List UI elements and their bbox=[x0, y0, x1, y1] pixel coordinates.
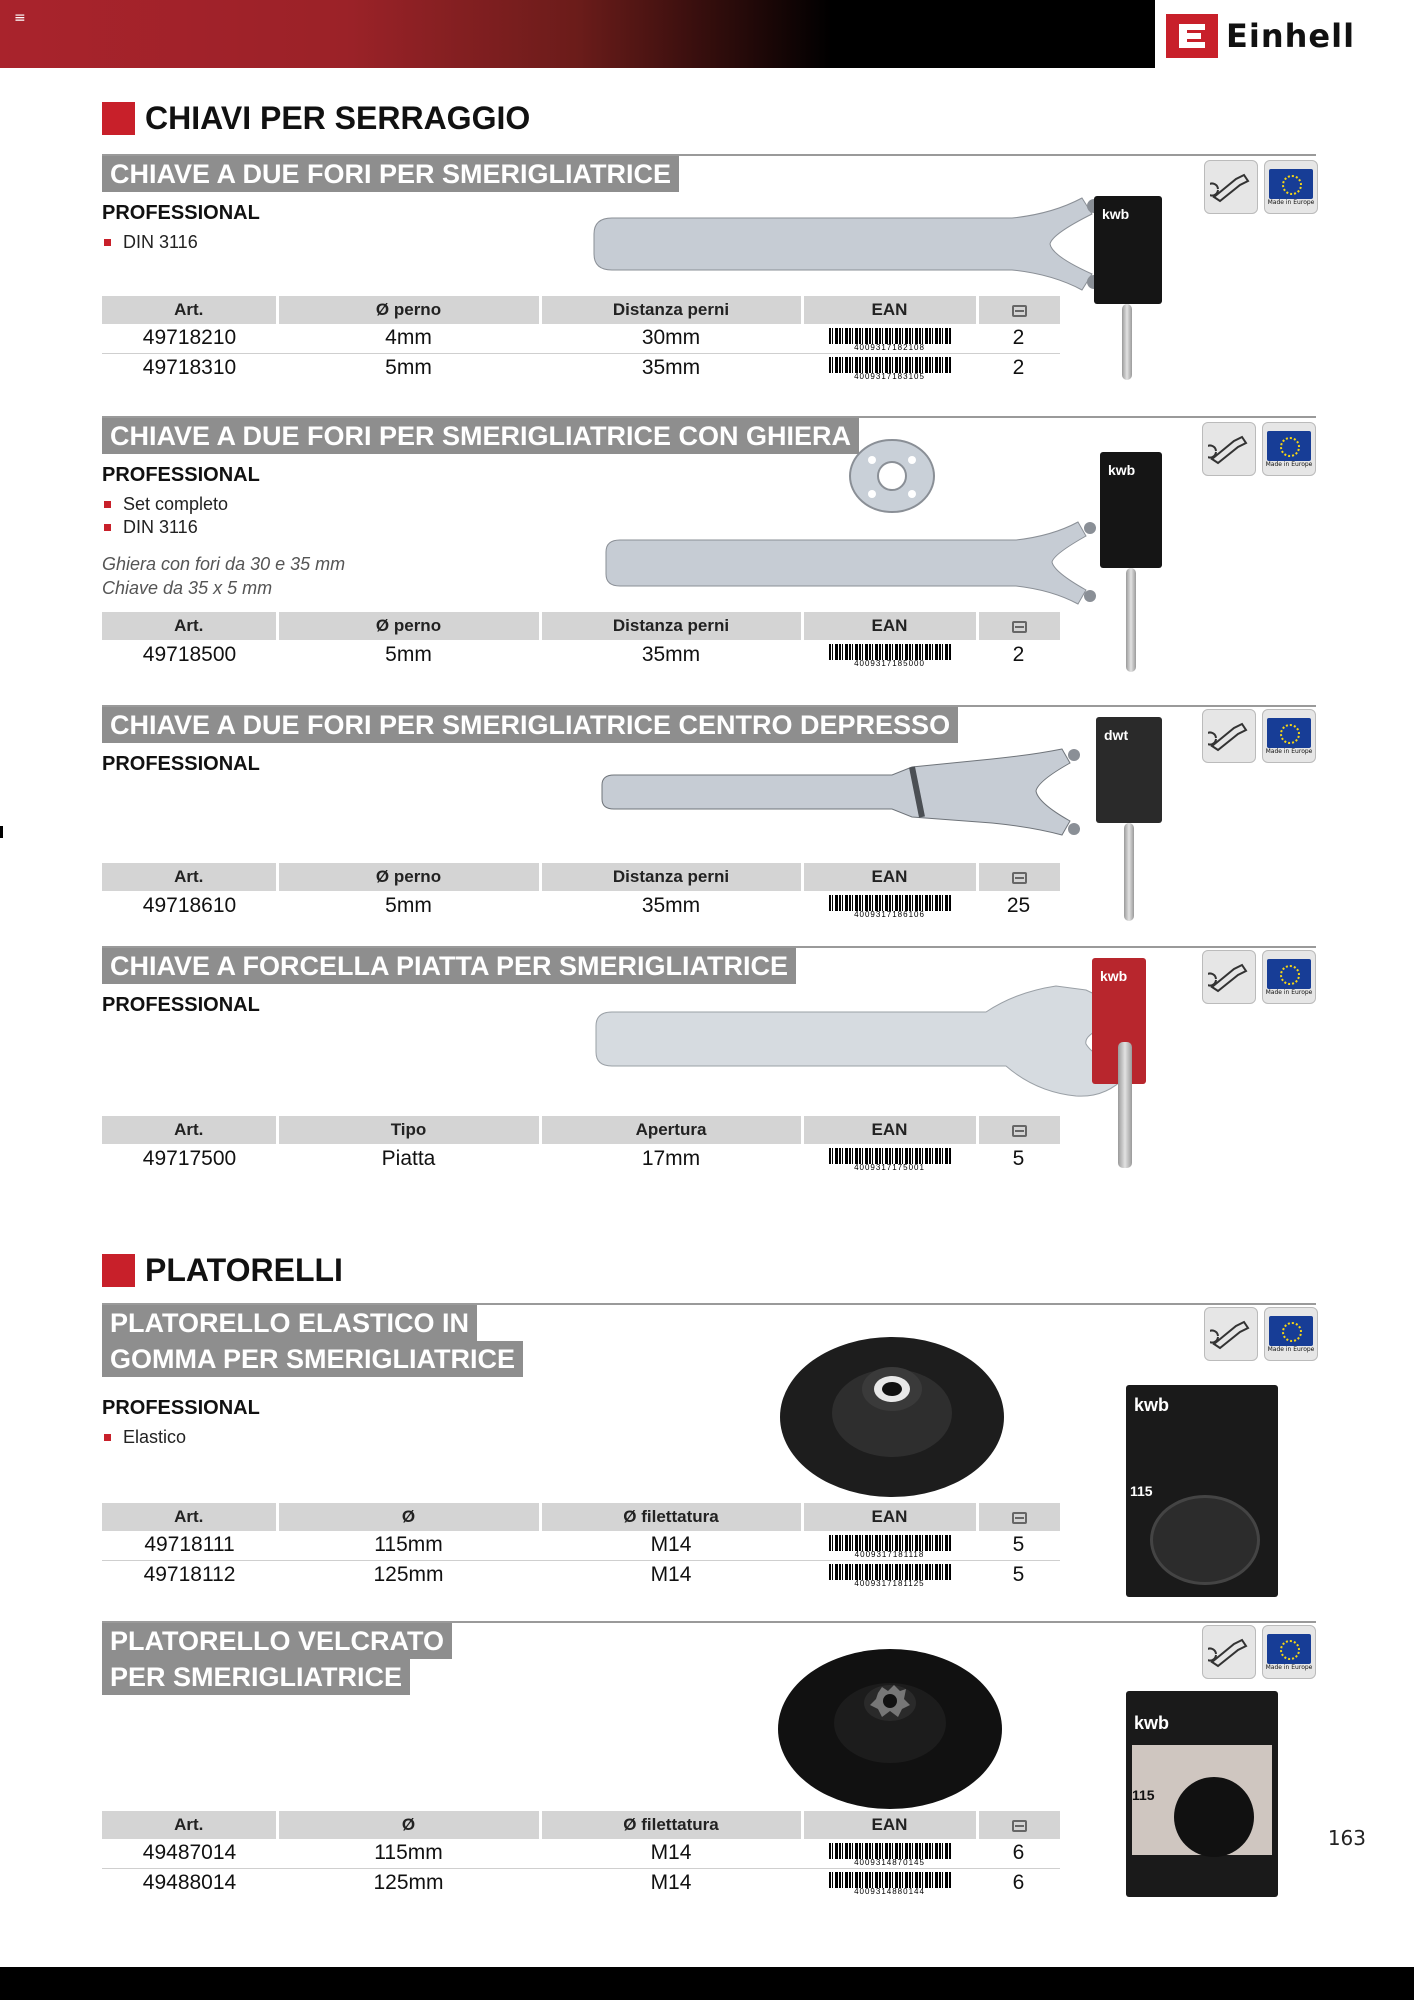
table-row bbox=[102, 324, 1060, 353]
angle-grinder-icon bbox=[1210, 171, 1252, 203]
cell-value: 5mm bbox=[385, 355, 432, 379]
badge-label: Made in Europe bbox=[1265, 988, 1313, 996]
product-table bbox=[102, 1503, 1060, 1589]
cell-value: 35mm bbox=[641, 893, 701, 917]
col-header: Art. bbox=[102, 1116, 277, 1144]
product-package bbox=[1094, 196, 1162, 304]
feature-list bbox=[102, 231, 198, 254]
made-in-europe-badge bbox=[1262, 1625, 1316, 1679]
badge-label: Made in Europe bbox=[1265, 1663, 1313, 1671]
barcode-icon bbox=[829, 895, 951, 917]
pack-quantity: 2 bbox=[1012, 355, 1025, 379]
cell-value: 4mm bbox=[277, 324, 540, 353]
pack-quantity: 6 bbox=[977, 1839, 1060, 1868]
badge-group bbox=[1202, 1625, 1316, 1679]
col-header-package bbox=[977, 1503, 1060, 1531]
eu-flag-icon bbox=[1269, 169, 1313, 199]
feature-text: Set completo bbox=[123, 494, 229, 514]
eu-flag-icon bbox=[1267, 1634, 1311, 1664]
col-header-package bbox=[977, 1116, 1060, 1144]
header-bar bbox=[0, 0, 1155, 68]
section-title-line-1: PLATORELLO VELCRATO bbox=[102, 1623, 452, 1659]
made-in-europe-badge bbox=[1262, 709, 1316, 763]
package-brand: kwb bbox=[1134, 1395, 1170, 1415]
table-row bbox=[102, 1560, 1060, 1589]
barcode-icon bbox=[829, 1843, 951, 1865]
rubber-backing-pad-image bbox=[772, 1317, 1012, 1503]
product-table bbox=[102, 612, 1060, 669]
product-section bbox=[102, 1621, 1316, 1901]
col-header: Tipo bbox=[277, 1116, 540, 1144]
feature-text: DIN 3116 bbox=[123, 517, 198, 537]
made-in-europe-badge bbox=[1264, 160, 1318, 214]
pack-quantity: 5 bbox=[977, 1531, 1060, 1560]
note-line: Ghiera con fori da 30 e 35 mm bbox=[102, 554, 346, 574]
package-brand: kwb bbox=[1102, 206, 1130, 222]
ean-number: 4009317185000 bbox=[829, 660, 951, 668]
table-header-row bbox=[102, 1811, 1060, 1839]
grinder-badge bbox=[1204, 160, 1258, 214]
ean-cell bbox=[802, 1560, 977, 1589]
col-header: Ø bbox=[277, 1811, 540, 1839]
category-heading bbox=[102, 1252, 343, 1288]
package-size: 115 bbox=[1130, 1483, 1153, 1499]
barcode-icon bbox=[829, 1872, 951, 1897]
angle-grinder-icon bbox=[1208, 433, 1250, 465]
cell-value: 5mm bbox=[385, 642, 432, 666]
logo-mark bbox=[1166, 14, 1218, 58]
open-end-wrench-image bbox=[586, 982, 1146, 1102]
cell-value: 125mm bbox=[373, 1562, 444, 1586]
table-header-row bbox=[102, 1116, 1060, 1144]
made-in-europe-badge bbox=[1262, 950, 1316, 1004]
pack-quantity: 25 bbox=[1006, 893, 1031, 917]
cell-value: 17mm bbox=[641, 1146, 701, 1170]
bullet-icon bbox=[104, 501, 111, 508]
pack-quantity: 5 bbox=[1012, 1146, 1025, 1170]
category-title: PLATORELLI bbox=[145, 1251, 343, 1288]
menu-icon[interactable]: ≡ bbox=[14, 10, 26, 26]
product-tier: PROFESSIONAL bbox=[102, 753, 260, 775]
barcode-icon bbox=[829, 644, 951, 666]
two-pin-wrench-image bbox=[596, 508, 1116, 618]
col-header: Art. bbox=[102, 612, 277, 640]
product-table bbox=[102, 1116, 1060, 1173]
ean-cell bbox=[802, 1531, 977, 1560]
grinder-badge bbox=[1202, 950, 1256, 1004]
package-brand: dwt bbox=[1104, 727, 1129, 743]
table-header-row bbox=[102, 612, 1060, 640]
product-table bbox=[102, 296, 1060, 382]
cell-value: 115mm bbox=[277, 1839, 540, 1868]
package-icon bbox=[1012, 1820, 1027, 1832]
ean-number: 4009314880144 bbox=[829, 1888, 951, 1896]
badge-label: Made in Europe bbox=[1267, 198, 1315, 206]
col-header: EAN bbox=[802, 1811, 977, 1839]
product-section bbox=[102, 705, 1316, 935]
article-number: 49718111 bbox=[102, 1531, 277, 1560]
table-row bbox=[102, 353, 1060, 382]
col-header: Ø filettatura bbox=[540, 1811, 802, 1839]
col-header: EAN bbox=[802, 1503, 977, 1531]
ean-cell bbox=[802, 1839, 977, 1868]
velcro-backing-pad-image bbox=[770, 1633, 1010, 1813]
grinder-badge bbox=[1202, 1625, 1256, 1679]
section-title-line-1: PLATORELLO ELASTICO IN bbox=[102, 1305, 477, 1341]
product-package bbox=[1126, 1385, 1278, 1597]
ean-cell bbox=[802, 324, 977, 353]
feature-item bbox=[102, 493, 228, 516]
feature-item bbox=[102, 231, 198, 254]
feature-text: Elastico bbox=[123, 1427, 187, 1447]
table-row bbox=[102, 1531, 1060, 1560]
ean-number: 4009317175001 bbox=[829, 1164, 951, 1172]
table-row bbox=[102, 640, 1060, 669]
product-tier: PROFESSIONAL bbox=[102, 464, 260, 486]
package-brand: kwb bbox=[1134, 1713, 1170, 1733]
angle-grinder-icon bbox=[1210, 1318, 1252, 1350]
eu-flag-icon bbox=[1267, 718, 1311, 748]
grinder-badge bbox=[1204, 1307, 1258, 1361]
article-number: 49718610 bbox=[142, 893, 237, 917]
package-rod bbox=[1124, 823, 1134, 921]
badge-group bbox=[1204, 1307, 1318, 1361]
col-header: Art. bbox=[102, 863, 277, 891]
package-rod bbox=[1126, 568, 1136, 672]
table-header-row bbox=[102, 863, 1060, 891]
package-pad-graphic bbox=[1150, 1495, 1260, 1585]
col-header: Ø filettatura bbox=[540, 1503, 802, 1531]
article-number: 49718310 bbox=[142, 355, 237, 379]
col-header: Distanza perni bbox=[540, 296, 802, 324]
col-header: Ø bbox=[277, 1503, 540, 1531]
cell-value: 5mm bbox=[385, 893, 432, 917]
eu-flag-icon bbox=[1267, 431, 1311, 461]
cell-value: Piatta bbox=[381, 1146, 436, 1170]
cell-value: 35mm bbox=[641, 355, 701, 379]
ean-number: 4009317186106 bbox=[829, 911, 951, 919]
article-number: 49487014 bbox=[102, 1839, 277, 1868]
badge-group bbox=[1202, 950, 1316, 1004]
table-header-row bbox=[102, 1503, 1060, 1531]
col-header: Ø perno bbox=[277, 296, 540, 324]
barcode-icon bbox=[829, 1564, 951, 1589]
col-header: Ø perno bbox=[277, 863, 540, 891]
cell-value: 115mm bbox=[277, 1531, 540, 1560]
pack-quantity: 5 bbox=[1012, 1562, 1025, 1586]
product-table bbox=[102, 863, 1060, 920]
table-header-row bbox=[102, 296, 1060, 324]
col-header-package bbox=[977, 612, 1060, 640]
package-brand: kwb bbox=[1100, 968, 1128, 984]
package-icon bbox=[1012, 1512, 1027, 1524]
ean-cell bbox=[802, 1868, 977, 1897]
table-row bbox=[102, 891, 1060, 920]
pack-quantity: 2 bbox=[977, 324, 1060, 353]
grinder-badge bbox=[1202, 422, 1256, 476]
product-package bbox=[1100, 452, 1162, 568]
section-title: CHIAVE A DUE FORI PER SMERIGLIATRICE bbox=[102, 156, 679, 192]
col-header: EAN bbox=[802, 863, 977, 891]
ean-number: 4009317182108 bbox=[829, 344, 951, 352]
grinder-badge bbox=[1202, 709, 1256, 763]
product-package bbox=[1096, 717, 1162, 823]
col-header: Distanza perni bbox=[540, 863, 802, 891]
badge-label: Made in Europe bbox=[1265, 747, 1313, 755]
table-row bbox=[102, 1868, 1060, 1897]
product-tier: PROFESSIONAL bbox=[102, 1397, 260, 1419]
table-row bbox=[102, 1144, 1060, 1173]
col-header: Art. bbox=[102, 1811, 277, 1839]
feature-list bbox=[102, 1426, 186, 1449]
barcode-icon bbox=[829, 357, 951, 382]
package-icon bbox=[1012, 621, 1027, 633]
col-header-package bbox=[977, 296, 1060, 324]
eu-flag-icon bbox=[1267, 959, 1311, 989]
col-header-package bbox=[977, 1811, 1060, 1839]
ean-cell bbox=[802, 1144, 977, 1173]
two-pin-wrench-image bbox=[582, 184, 1122, 304]
product-note bbox=[102, 552, 345, 600]
badge-group bbox=[1204, 160, 1318, 214]
col-header: Art. bbox=[102, 296, 277, 324]
bullet-icon bbox=[104, 1434, 111, 1441]
ean-number: 4009314870145 bbox=[829, 1859, 951, 1867]
article-number: 49718112 bbox=[143, 1562, 236, 1586]
eu-flag-icon bbox=[1269, 1316, 1313, 1346]
category-heading bbox=[102, 100, 530, 136]
side-marker bbox=[0, 826, 3, 838]
badge-label: Made in Europe bbox=[1265, 460, 1313, 468]
cell-value: M14 bbox=[650, 1870, 692, 1894]
barcode-icon bbox=[829, 328, 951, 350]
note-line: Chiave da 35 x 5 mm bbox=[102, 578, 273, 598]
package-brand: kwb bbox=[1108, 462, 1136, 478]
col-header: Distanza perni bbox=[540, 612, 802, 640]
bullet-icon bbox=[104, 239, 111, 246]
article-number: 49718210 bbox=[102, 324, 277, 353]
product-package bbox=[1126, 1691, 1278, 1897]
category-title: CHIAVI PER SERRAGGIO bbox=[145, 99, 531, 136]
package-icon bbox=[1012, 872, 1027, 884]
package-icon bbox=[1012, 305, 1027, 317]
category-square-icon bbox=[102, 102, 135, 135]
package-pad-graphic bbox=[1174, 1777, 1254, 1857]
ean-number: 4009317183105 bbox=[829, 373, 951, 381]
footer-bar bbox=[0, 1967, 1414, 2000]
product-tier: PROFESSIONAL bbox=[102, 202, 260, 224]
barcode-icon bbox=[829, 1148, 951, 1170]
product-section bbox=[102, 416, 1316, 686]
cell-value: M14 bbox=[540, 1531, 802, 1560]
brand-name: Einhell bbox=[1226, 17, 1356, 55]
table-row bbox=[102, 1839, 1060, 1868]
col-header: Ø perno bbox=[277, 612, 540, 640]
angle-grinder-icon bbox=[1208, 720, 1250, 752]
cell-value: M14 bbox=[540, 1839, 802, 1868]
cell-value: 30mm bbox=[540, 324, 802, 353]
feature-item bbox=[102, 516, 228, 539]
angle-grinder-icon bbox=[1208, 1636, 1250, 1668]
ean-cell bbox=[802, 891, 977, 920]
article-number: 49718500 bbox=[142, 642, 237, 666]
package-icon bbox=[1012, 1125, 1027, 1137]
col-header: Art. bbox=[102, 1503, 277, 1531]
bullet-icon bbox=[104, 524, 111, 531]
col-header: EAN bbox=[802, 1116, 977, 1144]
section-title-line-2: GOMMA PER SMERIGLIATRICE bbox=[102, 1341, 523, 1377]
badge-label: Made in Europe bbox=[1267, 1345, 1315, 1353]
pack-quantity: 2 bbox=[1012, 642, 1025, 666]
col-header: Apertura bbox=[540, 1116, 802, 1144]
section-title: CHIAVE A DUE FORI PER SMERIGLIATRICE CENTRO DEPRESSO bbox=[102, 707, 958, 743]
feature-text: DIN 3116 bbox=[123, 232, 198, 252]
einhell-logo bbox=[1166, 14, 1378, 58]
barcode-icon bbox=[829, 1535, 951, 1557]
product-section bbox=[102, 154, 1316, 394]
article-number: 49488014 bbox=[142, 1870, 237, 1894]
ean-cell bbox=[802, 353, 977, 382]
product-tier: PROFESSIONAL bbox=[102, 994, 260, 1016]
package-rod bbox=[1122, 304, 1132, 380]
made-in-europe-badge bbox=[1262, 422, 1316, 476]
ean-cell bbox=[802, 640, 977, 669]
logo-e-icon bbox=[1175, 21, 1209, 51]
col-header: EAN bbox=[802, 612, 977, 640]
col-header-package bbox=[977, 863, 1060, 891]
feature-list bbox=[102, 493, 228, 539]
package-rod bbox=[1118, 1042, 1132, 1168]
page-number: 163 bbox=[1327, 1826, 1366, 1850]
col-header: EAN bbox=[802, 296, 977, 324]
product-table bbox=[102, 1811, 1060, 1897]
product-section bbox=[102, 1303, 1316, 1603]
badge-group bbox=[1202, 709, 1316, 763]
product-section bbox=[102, 946, 1316, 1176]
article-number: 49717500 bbox=[142, 1146, 237, 1170]
section-title: CHIAVE A FORCELLA PIATTA PER SMERIGLIATRICE bbox=[102, 948, 796, 984]
badge-group bbox=[1202, 422, 1316, 476]
cell-value: 35mm bbox=[641, 642, 701, 666]
package-size: 115 bbox=[1132, 1787, 1155, 1803]
section-title-line-2: PER SMERIGLIATRICE bbox=[102, 1659, 410, 1695]
cell-value: M14 bbox=[650, 1562, 692, 1586]
feature-item bbox=[102, 1426, 186, 1449]
cell-value: 125mm bbox=[373, 1870, 444, 1894]
made-in-europe-badge bbox=[1264, 1307, 1318, 1361]
category-square-icon bbox=[102, 1254, 135, 1287]
ean-number: 4009317181125 bbox=[829, 1580, 951, 1588]
ean-number: 4009317181118 bbox=[829, 1551, 951, 1559]
angle-grinder-icon bbox=[1208, 961, 1250, 993]
section-title: CHIAVE A DUE FORI PER SMERIGLIATRICE CON GHIERA bbox=[102, 418, 859, 454]
depressed-center-wrench-image bbox=[592, 745, 1122, 845]
pack-quantity: 6 bbox=[1012, 1870, 1025, 1894]
